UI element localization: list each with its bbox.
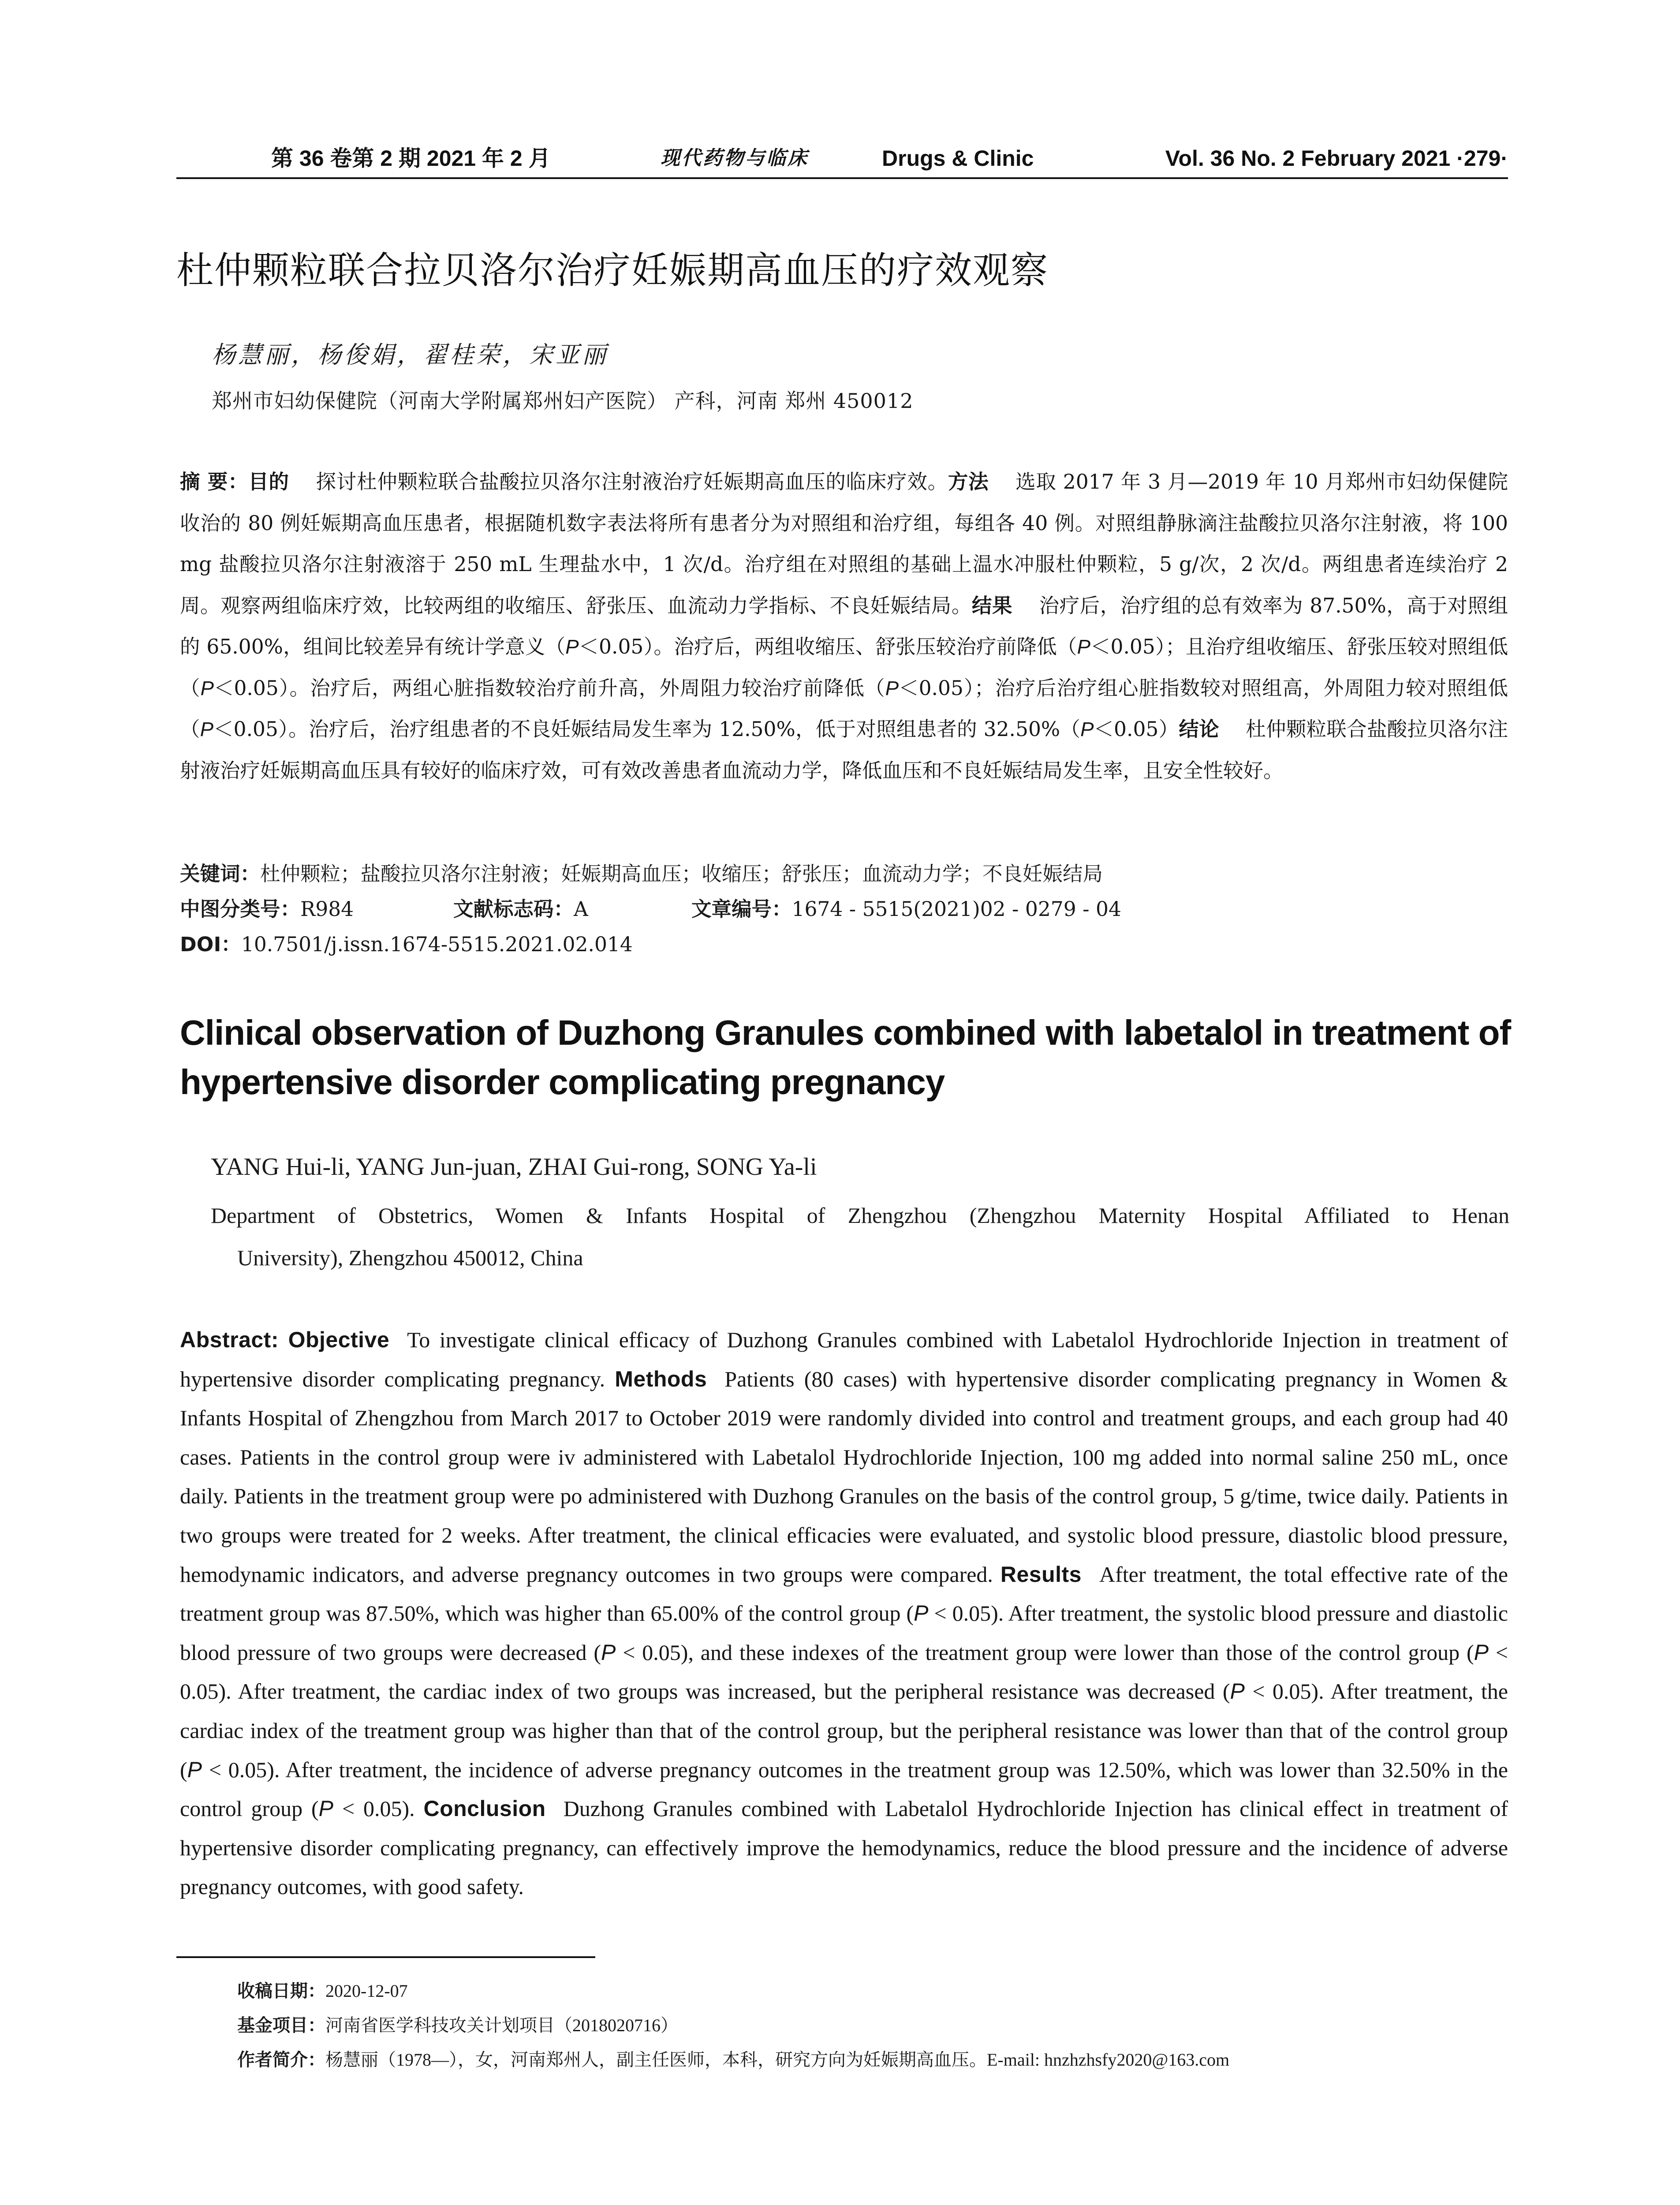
p-value-symbol: P [565, 635, 579, 658]
cn-keywords-label: 关键词： [180, 862, 261, 886]
cn-objective-label: 目的 [248, 470, 289, 493]
en-affiliation-line2: University), Zhengzhou 450012, China [237, 1245, 583, 1270]
footnote-author [237, 2043, 1507, 2077]
en-objective-label: Objective [288, 1327, 390, 1352]
header-rule [176, 177, 1508, 179]
footnote-fund-label: 基金项目： [237, 2015, 325, 2036]
footnote-author-text: 杨慧丽（1978—），女，河南郑州人，副主任医师，本科，研究方向为妊娠期高血压。E-mail: hnzhzhsfy2020@163.com [325, 2050, 1230, 2070]
p-value-symbol: P [1474, 1640, 1489, 1665]
footnote-fund-text: 河南省医学科技攻关计划项目（2018020716） [325, 2015, 678, 2035]
header-journal-cn: 现代药物与临床 [661, 147, 809, 169]
cn-doc-code-label: 文献标志码： [453, 897, 574, 921]
header-volume-cn: 第 36 卷第 2 期 2021 年 2 月 [271, 146, 551, 171]
header-volume-en: Vol. 36 No. 2 February 2021 [1165, 146, 1451, 171]
running-header [176, 140, 1508, 176]
footnotes [237, 1974, 1507, 2077]
cn-title: 杜仲颗粒联合拉贝洛尔治疗妊娠期高血压的疗效观察 [176, 249, 1049, 292]
en-methods: Patients (80 cases) with hypertensive disorder complicating pregnancy in Women & Infants Hospital of Zhengzhou from March 2017 to October 2019 were randomly divided into control and treatment groups, and each group had 40 cases. Patients in the control group were iv administered with Labetalol Hydrochloride Injection, 100 mg added into normal saline 250 mL, once daily. Patients in the treatment group were po administered with Duzhong Granules on the basis of the control group, 5 g/time, twice daily. Patients in two groups were treated for 2 weeks. After treatment, the clinical efficacies were evaluated, and systolic blood pressure, diastolic blood pressure, hemodynamic indicators, and adverse pregnancy outcomes in two groups were compared. [180, 1366, 1508, 1587]
en-affiliation [211, 1194, 1509, 1279]
p-value-symbol: P [1230, 1679, 1245, 1704]
cn-affiliation: 郑州市妇幼保健院（河南大学附属郑州妇产医院） 产科，河南 郑州 450012 [212, 389, 914, 413]
header-journal-en: Drugs & Clinic [882, 146, 1034, 171]
en-authors: YANG Hui-li, YANG Jun-juan, ZHAI Gui-rong, SONG Ya-li [211, 1153, 817, 1181]
p-value-symbol: P [1080, 718, 1094, 740]
cn-results: 治疗后，治疗组的总有效率为 87.50%，高于对照组的 65.00%，组间比较差异有统计学意义（P＜0.05）。治疗后，两组收缩压、舒张压较治疗前降低（P＜0.05）；且治疗组收缩压、舒张压较对照组低（P＜0.05）。治疗后，两组心脏指数较治疗前升高，外周阻力较治疗前降低（P＜0.05）；治疗后治疗组心脏指数较对照组高，外周阻力较对照组低（P＜0.05）。治疗后，治疗组患者的不良妊娠结局发生率为 12.50%，低于对照组患者的 32.50%（P＜0.05） [180, 594, 1508, 741]
en-affiliation-line1: Department of Obstetrics, Women & Infants Hospital of Zhengzhou (Zhengzhou Maternity Hospital Affiliated to Henan [211, 1203, 1509, 1228]
en-objective: To investigate clinical efficacy of Duzhong Granules combined with Labetalol Hydrochloride Injection in treatment of hypertensive disorder complicating pregnancy. [180, 1327, 1508, 1391]
cn-authors: 杨慧丽，杨俊娟，翟桂荣，宋亚丽 [212, 341, 609, 369]
footnote-received [237, 1974, 1507, 2008]
cn-keywords [180, 856, 1508, 892]
cn-clc: R984 [300, 897, 354, 921]
en-methods-label: Methods [615, 1366, 707, 1391]
cn-article-no-label: 文章编号： [691, 897, 792, 921]
cn-objective: 探讨杜仲颗粒联合盐酸拉贝洛尔注射液治疗妊娠期高血压的临床疗效。 [315, 470, 948, 493]
cn-article-no: 1674 - 5515(2021)02 - 0279 - 04 [791, 897, 1121, 921]
en-results-label: Results [1000, 1562, 1082, 1587]
cn-methods-label: 方法 [948, 470, 989, 493]
cn-keywords-text: 杜仲颗粒；盐酸拉贝洛尔注射液；妊娠期高血压；收缩压；舒张压；血流动力学；不良妊娠结局 [260, 862, 1103, 886]
en-abstract-label: Abstract: [180, 1327, 279, 1352]
header-page-number: ·279· [1456, 146, 1508, 171]
cn-doi [180, 927, 1508, 962]
cn-doc-code: A [574, 897, 588, 921]
cn-clc-label: 中图分类号： [180, 897, 301, 921]
p-value-symbol: P [914, 1601, 929, 1626]
cn-classification [180, 892, 1508, 927]
p-value-symbol: P [601, 1640, 616, 1665]
p-value-symbol: P [318, 1796, 334, 1821]
footnote-author-label: 作者简介： [237, 2050, 325, 2070]
en-results: After treatment, the total effective rate of the treatment group was 87.50%, which was higher than 65.00% of the control group (P < 0.05). After treatment, the systolic blood pressure and diastolic blood pressure of two groups were decreased (P < 0.05), and these indexes of the treatment group were lower than those of the control group (P < 0.05). After treatment, the cardiac index of two groups was increased, but the peripheral resistance was decreased (P < 0.05). After treatment, the cardiac index of the treatment group was higher than that of the control group, but the peripheral resistance was lower than that of the control group (P < 0.05). After treatment, the incidence of adverse pregnancy outcomes in the treatment group was 12.50%, which was lower than 32.50% in the control group (P < 0.05). [180, 1562, 1508, 1821]
en-abstract [180, 1320, 1508, 1906]
p-value-symbol: P [885, 676, 899, 699]
p-value-symbol: P [200, 676, 214, 699]
p-value-symbol: P [187, 1757, 202, 1782]
p-value-symbol: P [200, 718, 214, 740]
en-title: Clinical observation of Duzhong Granules combined with labetalol in treatment of hypertensive disorder complicating pregnancy [180, 1013, 1511, 1102]
footnote-rule [176, 1956, 595, 1958]
cn-conclusion: 杜仲颗粒联合盐酸拉贝洛尔注射液治疗妊娠期高血压具有较好的临床疗效，可有效改善患者血流动力学，降低血压和不良妊娠结局发生率，且安全性较好。 [180, 718, 1508, 782]
cn-abstract [180, 461, 1508, 791]
cn-doi-text: 10.7501/j.issn.1674-5515.2021.02.014 [241, 933, 633, 956]
cn-abstract-label: 摘 要： [180, 470, 249, 493]
cn-doi-label: DOI： [180, 933, 241, 956]
cn-results-label: 结果 [971, 594, 1012, 617]
en-conclusion: Duzhong Granules combined with Labetalol Hydrochloride Injection has clinical effect in treatment of hypertensive disorder complicating pregnancy, can effectively improve the hemodynamics, reduce the blood pressure and the incidence of adverse pregnancy outcomes, with good safety. [180, 1796, 1508, 1899]
footnote-fund [237, 2008, 1507, 2043]
en-conclusion-label: Conclusion [423, 1796, 546, 1821]
cn-methods: 选取 2017 年 3 月—2019 年 10 月郑州市妇幼保健院收治的 80 例妊娠期高血压患者，根据随机数字表法将所有患者分为对照组和治疗组，每组各 40 例。对照组静脉滴注盐酸拉贝洛尔注射液，将 100 mg 盐酸拉贝洛尔注射液溶于 250 mL 生理盐水中，1 次/d。治疗组在对照组的基础上温水冲服杜仲颗粒，5 g/次，2 次/d。两组患者连续治疗 2 周。观察两组临床疗效，比较两组的收缩压、舒张压、血流动力学指标、不良妊娠结局。 [180, 470, 1508, 617]
header-volume-en-page [1165, 140, 1508, 176]
cn-conclusion-label: 结论 [1179, 718, 1219, 741]
footnote-received-label: 收稿日期： [237, 1981, 325, 2001]
footnote-received-date: 2020-12-07 [325, 1981, 408, 2001]
p-value-symbol: P [1077, 635, 1090, 658]
